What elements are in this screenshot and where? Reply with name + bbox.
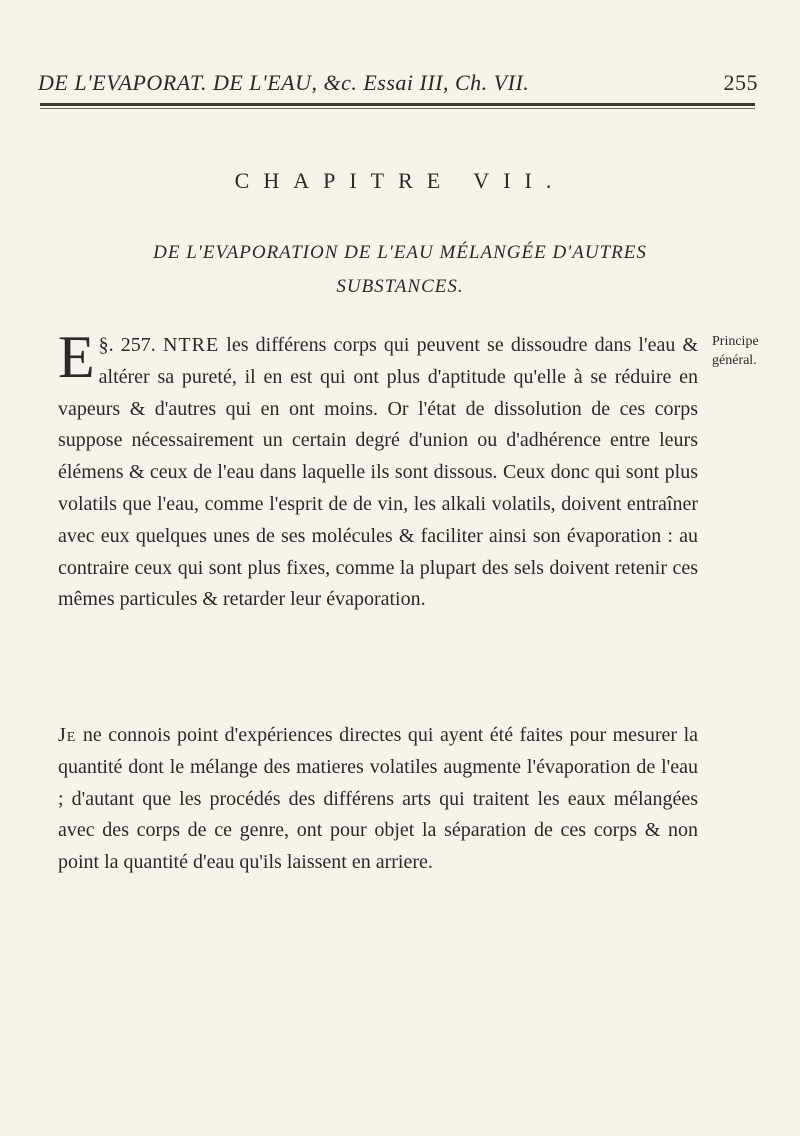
paragraph-1 (58, 324, 699, 616)
paragraph-1-text: les différens corps qui peuvent se dissoudre dans l'eau & altérer sa pureté, il en est qui ont plus d'aptitude qu'elle à se réduire en vapeurs & d'autres qui en ont moins. Or l'état de dissolution de ces corps suppose nécessairement un certain degré d'union ou d'adhérence entre leurs élémens & ceux de l'eau dans laquelle ils sont dissous. Ceux donc qui sont plus volatils que l'eau, comme l'esprit de de vin, les alkali volatils, doivent entraîner avec eux quelques unes de ses molécules & faciliter ainsi son évaporation : au contraire ceux qui sont plus fixes, comme la plupart des sels doivent retenir ces mêmes particules & retarder leur évaporation. (58, 334, 699, 611)
page-number: 255 (723, 70, 758, 95)
chapter-label: CHAPITRE VII. (234, 168, 566, 193)
section-number: §. 257. (98, 334, 156, 356)
chapter-title-line1: DE L'EVAPORATION DE L'EAU MÉLANGÉE D'AUTRES (153, 242, 647, 263)
paragraph-2-text: ne connois point d'expériences directes qui ayent été faites pour mesurer la quantité dont le mélange des matieres volatiles augmente l'évaporation de l'eau ; d'autant que les procédés des différens arts qui traitent les eaux mélangées avec des corps de ce genre, ont pour objet la séparation de ces corps & non point la quantité d'eau qu'ils laissent en arriere. (58, 724, 698, 874)
drop-cap: E (58, 324, 95, 390)
paragraph-1-smallcaps: NTRE (162, 334, 220, 356)
margin-note: Principe général. (712, 334, 759, 368)
paragraph-2-lead: Je (58, 724, 77, 746)
header-rule (40, 103, 755, 106)
header-rule-thin (40, 108, 755, 109)
paragraph-2 (58, 720, 698, 879)
chapter-title-line2: SUBSTANCES. (336, 276, 464, 297)
running-head-title: DE L'EVAPORAT. DE L'EAU, &c. Essai III, Ch. VII. (38, 70, 530, 95)
running-head (38, 70, 758, 96)
